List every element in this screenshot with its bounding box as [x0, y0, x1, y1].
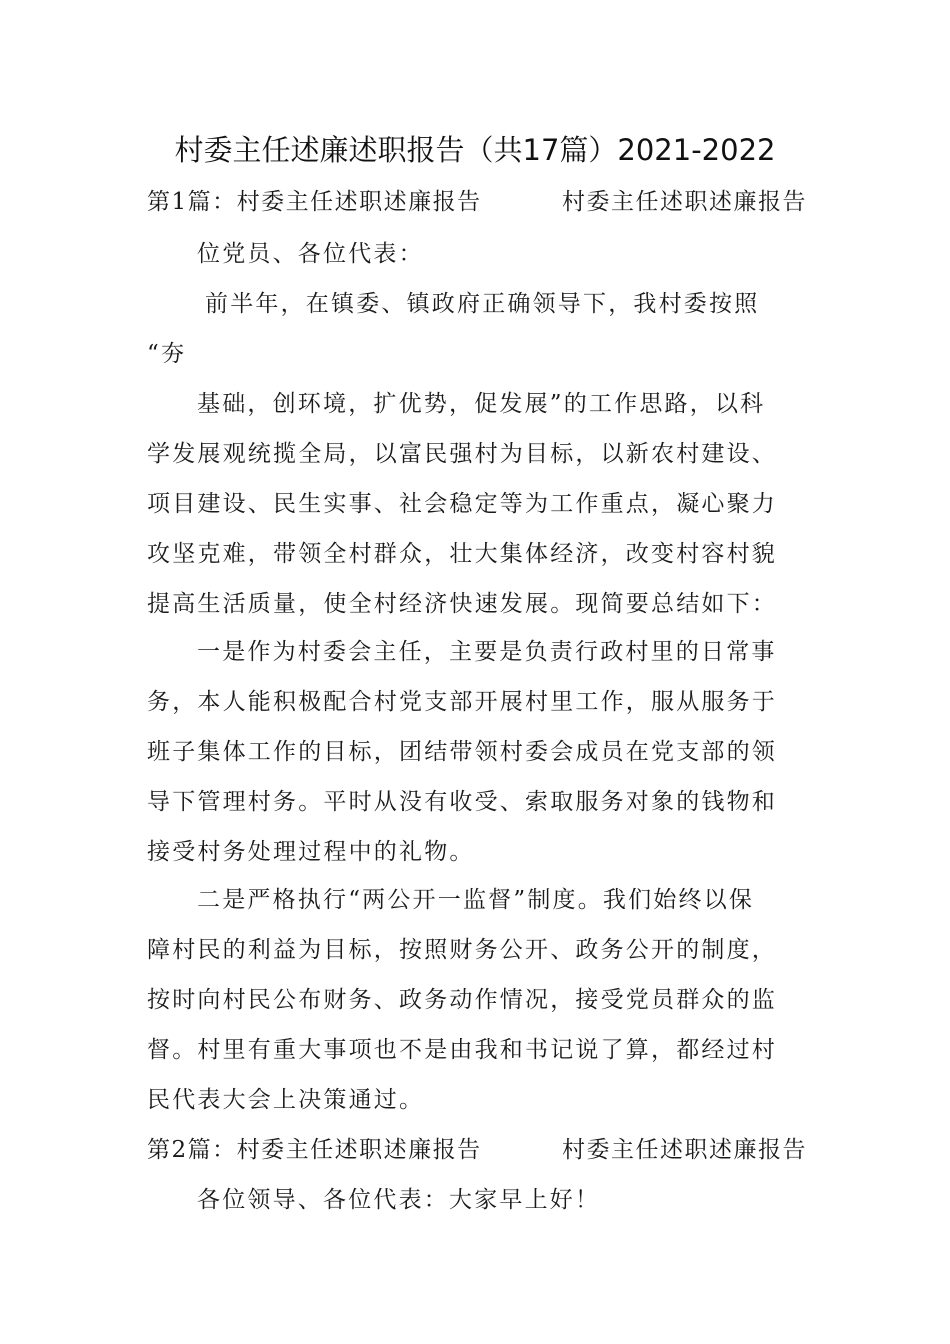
paragraph-line: 前半年，在镇委、镇政府正确领导下，我村委按照: [205, 291, 760, 317]
section-1-greeting: 位党员、各位代表：: [197, 241, 424, 267]
paragraph-line: 民代表大会上决策通过。: [147, 1087, 425, 1113]
paragraph-line: 导下管理村务。平时从没有收受、索取服务对象的钱物和: [147, 789, 777, 815]
paragraph-line: 务，本人能积极配合村党支部开展村里工作，服从服务于: [147, 689, 777, 715]
paragraph-line: 提高生活质量，使全村经济快速发展。现简要总结如下：: [147, 591, 777, 617]
paragraph-line: 障村民的利益为目标，按照财务公开、政务公开的制度，: [147, 937, 777, 963]
section-2-greeting: 各位领导、各位代表：大家早上好！: [197, 1187, 601, 1213]
paragraph-line: 攻坚克难，带领全村群众，壮大集体经济，改变村容村貌: [147, 541, 777, 567]
section-1-heading: [147, 186, 807, 218]
paragraph-line: 二是严格执行“两公开一监督”制度。我们始终以保: [197, 887, 755, 913]
paragraph-line: 接受村务处理过程中的礼物。: [147, 839, 475, 865]
paragraph-line: 项目建设、民生实事、社会稳定等为工作重点，凝心聚力: [147, 491, 777, 517]
section-2-heading-right: 村委主任述职述廉报告: [562, 1137, 807, 1163]
paragraph-line: 按时向村民公布财务、政务动作情况，接受党员群众的监: [147, 987, 777, 1013]
section-2-heading-left: 第2篇：村委主任述职述廉报告: [147, 1137, 482, 1163]
document-title: 村委主任述廉述职报告（共17篇）2021-2022: [174, 133, 776, 167]
paragraph-line: 学发展观统揽全局，以富民强村为目标，以新农村建设、: [147, 441, 777, 467]
paragraph-line: “夯: [147, 341, 187, 367]
section-1-heading-right: 村委主任述职述廉报告: [562, 189, 807, 215]
paragraph-line: 督。村里有重大事项也不是由我和书记说了算，都经过村: [147, 1037, 777, 1063]
section-2-heading: [147, 1134, 807, 1166]
paragraph-line: 基础，创环境，扩优势，促发展”的工作思路，以科: [197, 391, 766, 417]
paragraph-line: 班子集体工作的目标，团结带领村委会成员在党支部的领: [147, 739, 777, 765]
paragraph-line: 一是作为村委会主任，主要是负责行政村里的日常事: [197, 639, 777, 665]
section-1-heading-left: 第1篇：村委主任述职述廉报告: [147, 189, 482, 215]
